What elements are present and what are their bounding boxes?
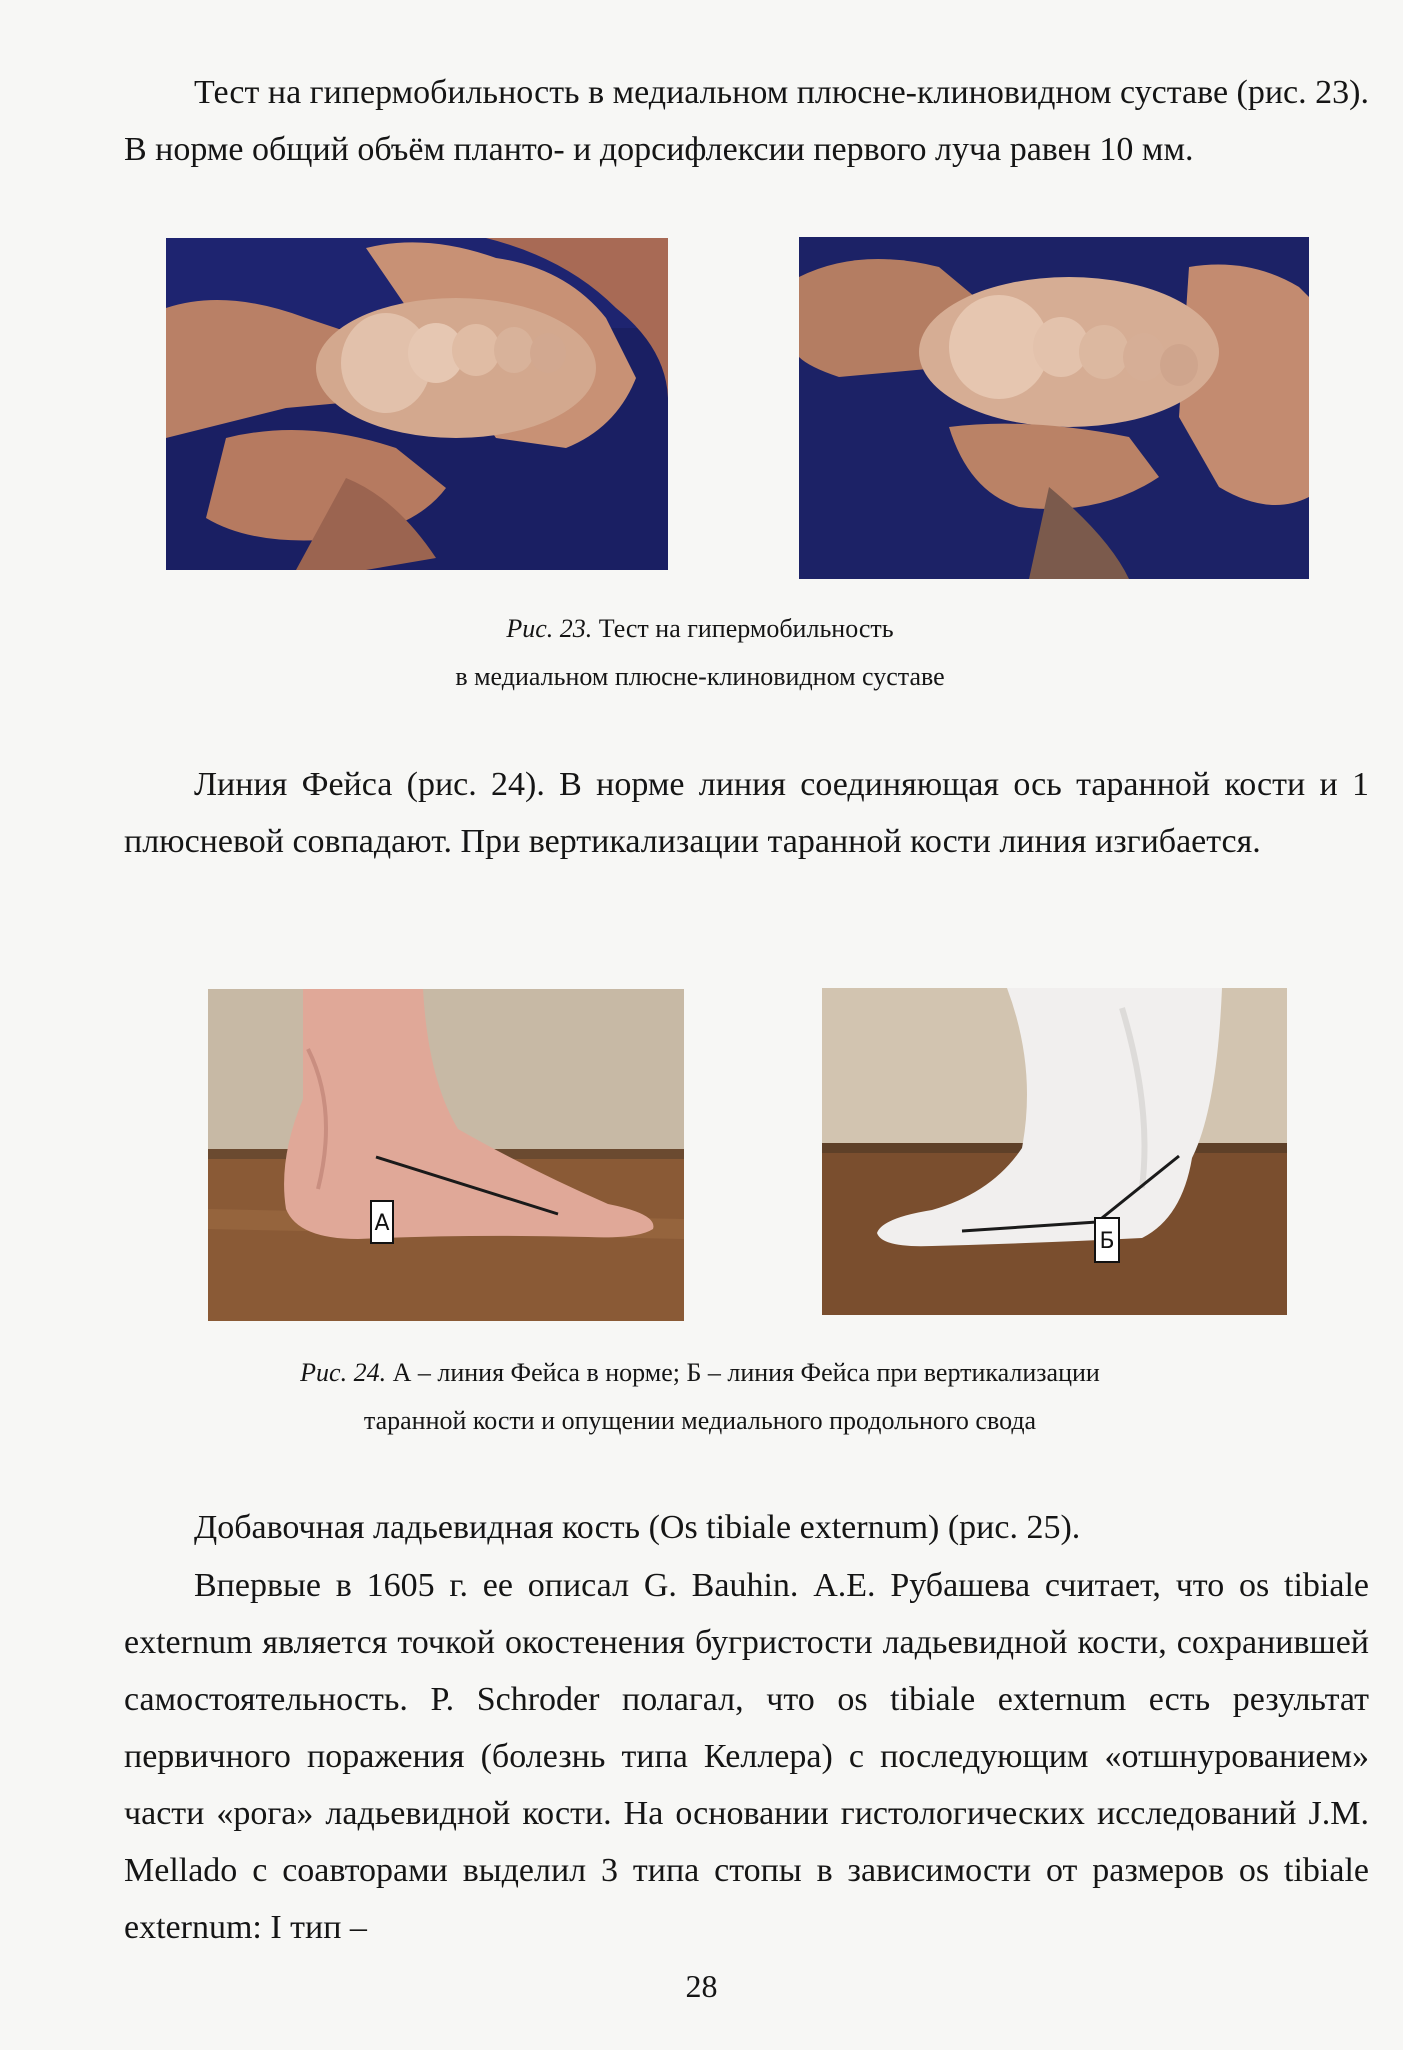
fig24-caption-text1: А – линия Фейса в норме; Б – линия Фейса при вертикализации (386, 1358, 1100, 1387)
paragraph-text: Впервые в 1605 г. ее описал G. Bauhin. А.Е. Рубашева считает, что os tibiale externum является точкой окостенения бугристости ладьевидной кости, сохранившей самостоятельность. P. Schroder полагал, что os tibiale externum есть результат первичного поражения (болезнь типа Келлера) с последующим «отшнурованием» части «рога» ладьевидной кости. На основании гистологических исследований J.M. Mellado с соавторами выделил 3 типа стопы в зависимости от размеров os tibiale externum: I тип – (124, 1567, 1369, 1946)
fig24-caption-line1 (200, 1349, 1200, 1397)
paragraph-text: Добавочная ладьевидная кость (Os tibiale externum) (рис. 25). (194, 1509, 1081, 1546)
paragraph-hypermobility-test (124, 64, 1369, 178)
fig23-caption-text1: Тест на гипермобильность (592, 614, 894, 643)
paragraph-feiss-line (124, 756, 1369, 870)
fig24-photo-right (822, 988, 1287, 1315)
fig23-photo-right (799, 237, 1309, 579)
fig23-photo-left (166, 238, 668, 570)
fig24-label-b: Б (1099, 1229, 1115, 1254)
fig24-number: Рис. 24. (300, 1358, 387, 1387)
paragraph-text: Линия Фейса (рис. 24). В норме линия соединяющая ось таранной кости и 1 плюсневой совпадают. При вертикализации таранной кости линия изгибается. (124, 766, 1369, 860)
fig24-label-a: А (374, 1211, 390, 1236)
fig23-caption (200, 605, 1200, 701)
fig23-number: Рис. 23. (506, 614, 593, 643)
paragraph-os-tibiale-history (124, 1557, 1369, 1956)
fig24-caption-line2: таранной кости и опущении медиального продольного свода (363, 1406, 1037, 1435)
fig23-caption-line2: в медиальном плюсне-клиновидном суставе (455, 662, 945, 691)
fig24-photo-left (208, 989, 684, 1321)
fig24-caption (200, 1349, 1200, 1445)
page-number: 28 (685, 1968, 718, 2004)
paragraph-text: Тест на гипермобильность в медиальном плюсне-клиновидном суставе (рис. 23). В норме общий объём планто- и дорсифлексии первого луча равен 10 мм. (124, 74, 1369, 168)
paragraph-os-tibiale-heading (124, 1499, 1369, 1556)
fig23-caption-line1 (200, 605, 1200, 653)
